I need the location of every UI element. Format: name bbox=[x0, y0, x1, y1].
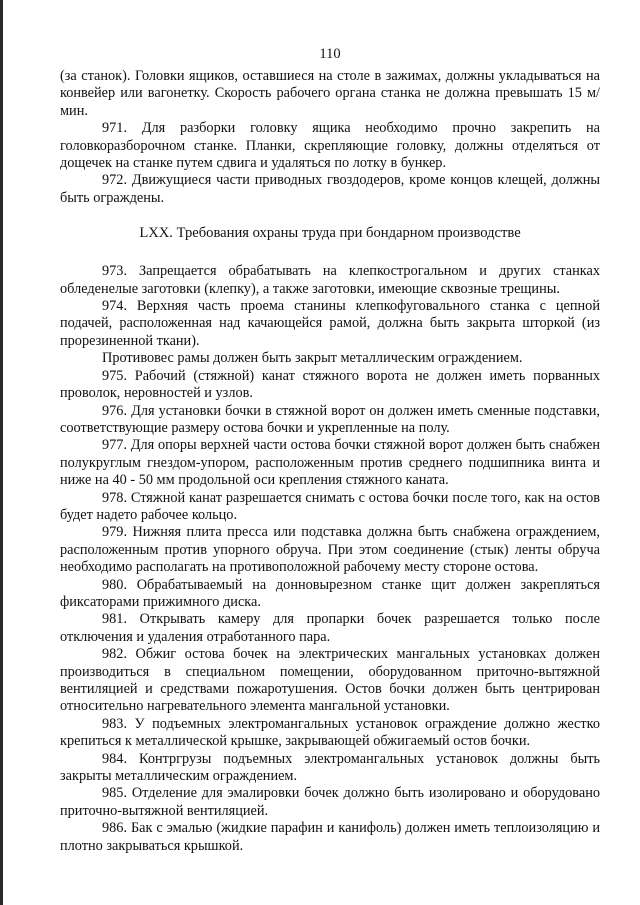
paragraph-974: 974. Верхняя часть проема станины клепкофуговального станка с цепной подачей, расположенная над качающейся рамой, должна быть закрыта шторкой (из прорезиненной ткани). bbox=[60, 298, 600, 349]
paragraph-984: 984. Контргрузы подъемных электромангальных установок должны быть закрыты металлическим ограждением. bbox=[60, 750, 600, 785]
paragraph-971: 971. Для разборки головку ящика необходимо прочно закрепить на головкоразборочном станке. Планки, скрепляющие головку, должны отделяться от дощечек на станке путем сдвига и удаляться по лотку в бункер. bbox=[60, 120, 600, 172]
paragraph-980: 980. Обрабатываемый на донновырезном станке щит должен закрепляться фиксаторами прижимного диска. bbox=[60, 576, 600, 610]
paragraph-975: 975. Рабочий (стяжной) канат стяжного ворота не должен иметь порванных проволок, неровностей и узлов. bbox=[60, 367, 600, 402]
document-body bbox=[60, 68, 600, 855]
page-number: 110 bbox=[319, 46, 341, 62]
paragraph-972: 972. Движущиеся части приводных гвоздодеров, кроме концов клещей, должны быть ограждены. bbox=[60, 172, 600, 206]
page-edge-shadow bbox=[0, 0, 3, 905]
paragraph-counterweight: Противовес рамы должен быть закрыт металлическим ограждением. bbox=[102, 350, 523, 367]
paragraph-977: 977. Для опоры верхней части остова бочки стяжной ворот должен быть снабжен полукруглым гнездом-упором, расположенным против среднего подшипника винта и ниже на 40 - 50 мм продольной оси крепления стяжного каната. bbox=[60, 437, 600, 489]
paragraph-985: 985. Отделение для эмалировки бочек должно быть изолировано и оборудовано приточно-вытяжной вентиляцией. bbox=[60, 785, 600, 819]
paragraph-982: 982. Обжиг остова бочек на электрических мангальных установках должен производиться в специальном помещении, оборудованном приточно-вытяжной вентиляцией и средствами пожаротушения. Остов бочки должен быть центрирован относительно нагревательного элемента мангальной установки. bbox=[60, 646, 600, 715]
paragraph-973: 973. Запрещается обрабатывать на клепкострогальном и других станках обледенелые заготовки (клепку), а также заготовки, имеющие сквозные трещины. bbox=[60, 263, 600, 297]
paragraph-983: 983. У подъемных электромангальных установок ограждение должно жестко крепиться к металлической крышке, закрывающей обжигаемый остов бочки. bbox=[60, 715, 600, 750]
paragraph-981: 981. Открывать камеру для пропарки бочек разрешается только после отключения и удаления отработанного пара. bbox=[60, 611, 600, 645]
paragraph-976: 976. Для установки бочки в стяжной ворот он должен иметь сменные подставки, соответствующие размеру остова бочки и укрепленные на полу. bbox=[60, 402, 600, 436]
paragraph-986: 986. Бак с эмалью (жидкие парафин и канифоль) должен иметь теплоизоляцию и плотно закрываться крышкой. bbox=[60, 820, 600, 854]
paragraph-continuation: (за станок). Головки ящиков, оставшиеся на столе в зажимах, должны укладываться на конвейер или вагонетку. Скорость рабочего органа станка не должна превышать 15 м/мин. bbox=[60, 68, 600, 119]
section-heading: LXX. Требования охраны труда при бондарном производстве bbox=[139, 225, 521, 242]
paragraph-979: 979. Нижняя плита пресса или подставка должна быть снабжена ограждением, расположенным против упорного обруча. При этом соединение (стык) ленты обруча необходимо располагать на противоположной рабочему месту стороне остова. bbox=[60, 524, 600, 576]
paragraph-978: 978. Стяжной канат разрешается снимать с остова бочки после того, как на остов будет надето рабочее кольцо. bbox=[60, 489, 600, 523]
